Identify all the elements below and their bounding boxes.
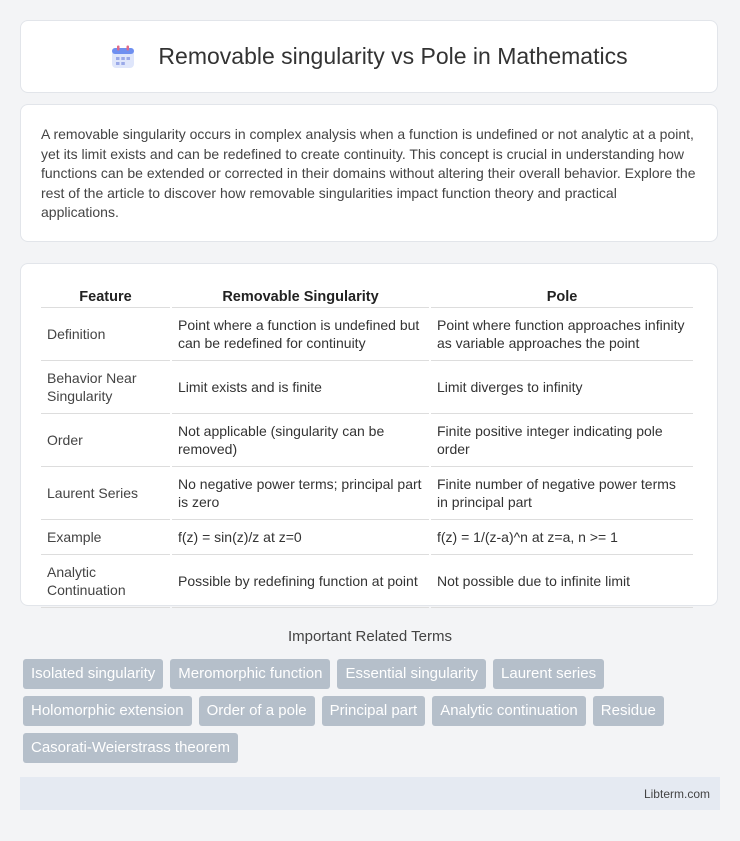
footer-site-link[interactable]: Libterm.com [643,786,710,801]
table-row [41,467,693,520]
table-cell: Example [41,520,170,555]
related-term-tag[interactable]: Holomorphic extension [23,696,192,726]
intro-card [20,104,718,242]
related-term-tag[interactable]: Order of a pole [199,696,315,726]
table-cell: Finite number of negative power terms in principal part [431,467,693,520]
calendar-icon [110,44,136,70]
table-cell: Behavior Near Singularity [41,361,170,414]
table-row [41,361,693,414]
table-cell: No negative power terms; principal part is zero [172,467,429,520]
related-term-tag[interactable]: Principal part [322,696,426,726]
table-header-row [41,283,693,308]
related-term-tag[interactable]: Laurent series [493,659,604,689]
table-cell: Laurent Series [41,467,170,520]
intro-text: A removable singularity occurs in complex analysis when a function is undefined or not analytic at a point, yet its limit exists and can be redefined to create continuity. This concept is crucial in understanding how functions can be extended or corrected in their domains without altering their overall behavior. Explore the rest of the article to discover how removable singularities impact function theory and practical applications. [41,126,696,220]
table-cell: Not applicable (singularity can be removed) [172,414,429,467]
table-cell: Point where a function is undefined but can be redefined for continuity [172,308,429,361]
table-cell: Finite positive integer indicating pole order [431,414,693,467]
table-cell: Not possible due to infinite limit [431,555,693,608]
related-term-tag[interactable]: Residue [593,696,664,726]
column-header: Removable Singularity [172,283,429,308]
table-cell: Order [41,414,170,467]
table-row [41,308,693,361]
comparison-table-card [20,263,718,606]
table-cell: Point where function approaches infinity as variable approaches the point [431,308,693,361]
comparison-table [39,283,695,608]
related-term-tag[interactable]: Casorati-Weierstrass theorem [23,733,238,763]
table-cell: Possible by redefining function at point [172,555,429,608]
related-term-tag[interactable]: Meromorphic function [170,659,330,689]
page-title: Removable singularity vs Pole in Mathematics [158,43,628,69]
header-card [20,20,718,93]
footer [20,777,720,810]
related-terms-title: Important Related Terms [288,628,452,645]
table-row [41,414,693,467]
table-cell: f(z) = 1/(z-a)^n at z=a, n >= 1 [431,520,693,555]
table-cell: f(z) = sin(z)/z at z=0 [172,520,429,555]
related-terms-list [23,659,723,770]
column-header: Feature [41,283,170,308]
related-term-tag[interactable]: Essential singularity [337,659,486,689]
table-row [41,520,693,555]
related-term-tag[interactable]: Isolated singularity [23,659,163,689]
table-cell: Definition [41,308,170,361]
table-row [41,555,693,608]
table-cell: Limit exists and is finite [172,361,429,414]
column-header: Pole [431,283,693,308]
table-cell: Limit diverges to infinity [431,361,693,414]
table-cell: Analytic Continuation [41,555,170,608]
related-term-tag[interactable]: Analytic continuation [432,696,586,726]
